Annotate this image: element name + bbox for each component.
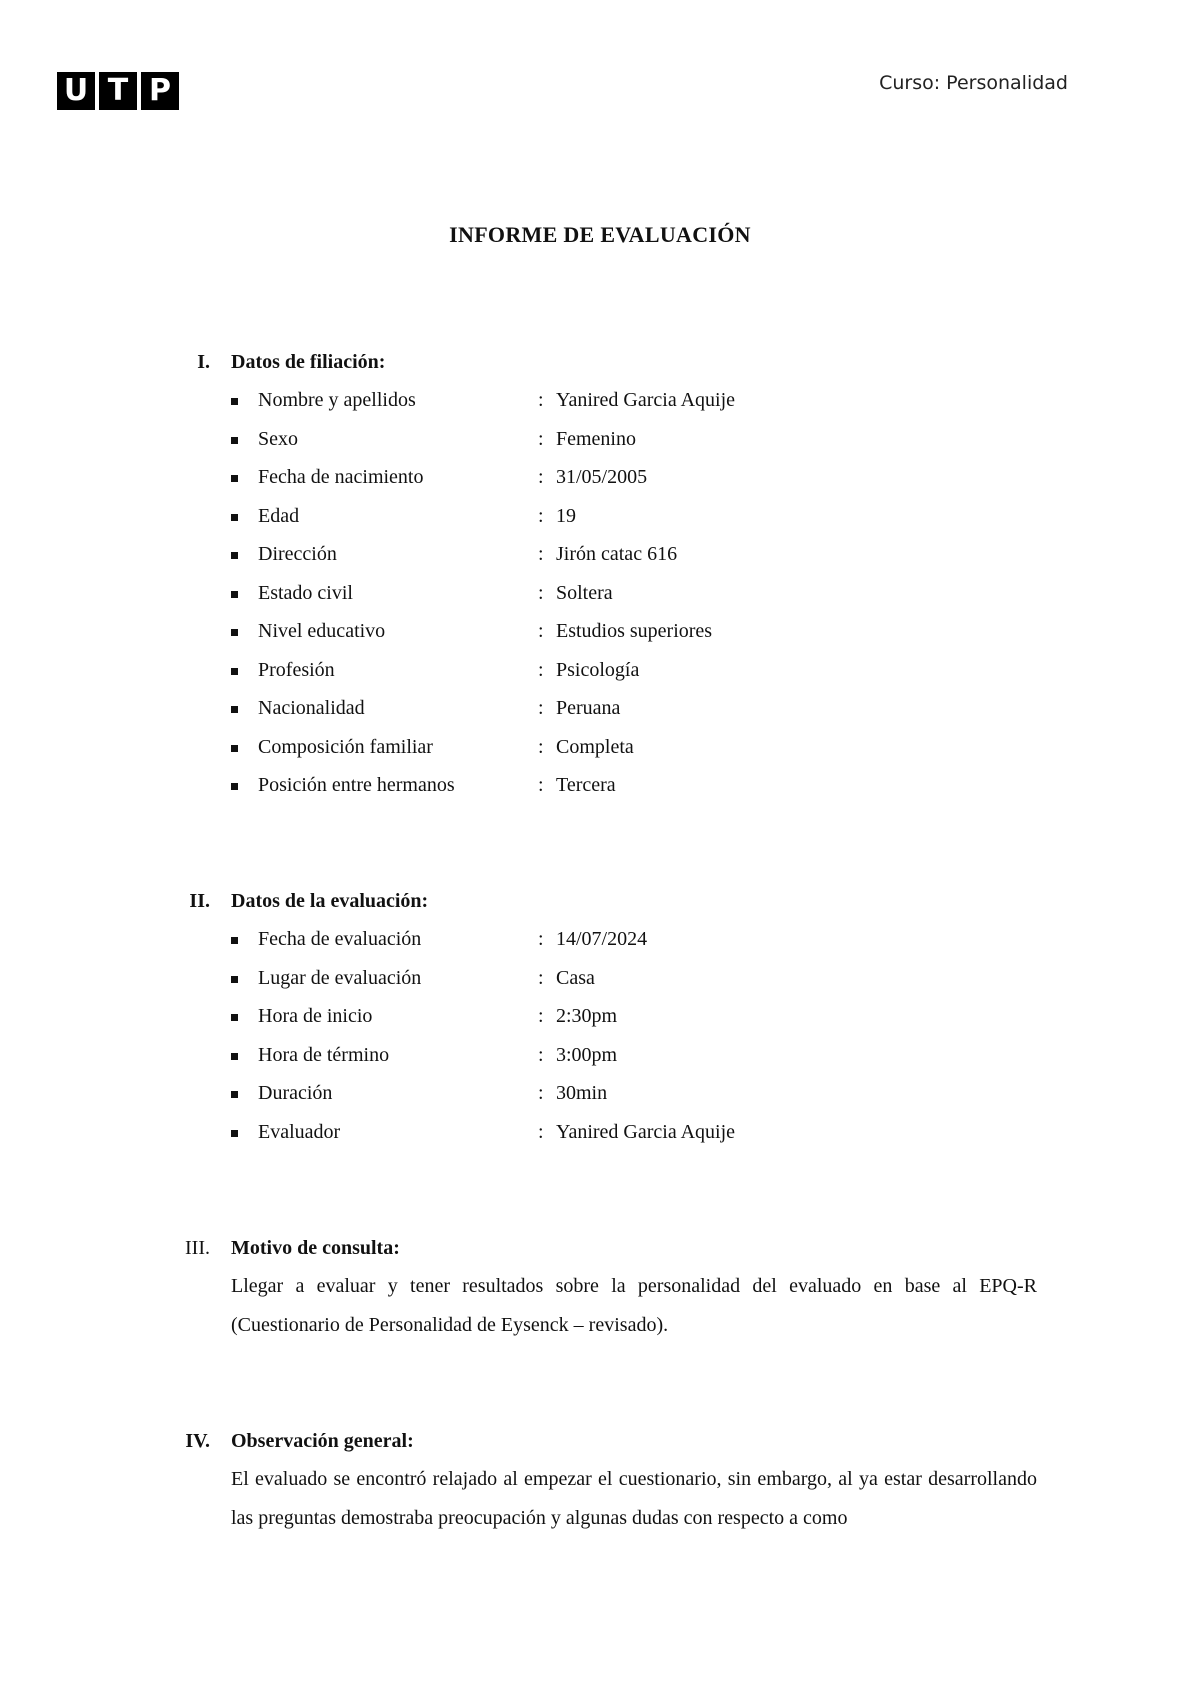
bullet-icon (231, 514, 238, 521)
field-label: Lugar de evaluación (258, 966, 422, 989)
field-colon: : (538, 427, 544, 450)
logo-letter: T (99, 72, 137, 110)
logo-letter: P (141, 72, 179, 110)
section-number: II. (189, 890, 210, 912)
field-value: Soltera (556, 581, 613, 604)
section-number: IV. (185, 1430, 210, 1452)
bullet-icon (231, 1091, 238, 1098)
field-colon: : (538, 543, 544, 565)
field-label: Edad (258, 504, 300, 527)
field-row (0, 959, 1200, 998)
field-colon: : (538, 466, 544, 488)
section-paragraph: El evaluado se encontró relajado al empezar el cuestionario, sin embargo, al ya estar desarrollando las preguntas demostraba preocupación y algunas dudas con respecto a como (231, 1468, 1037, 1529)
field-value: Yanired Garcia Aquije (556, 1120, 736, 1143)
field-label: Sexo (258, 427, 298, 450)
field-colon: : (538, 928, 544, 950)
field-value: Yanired Garcia Aquije (556, 389, 736, 411)
bullet-icon (231, 937, 238, 944)
bullet-icon (231, 552, 238, 559)
field-label: Hora de término (258, 1043, 390, 1066)
field-colon: : (538, 504, 544, 527)
bullet-icon (231, 1130, 238, 1137)
field-row (0, 1074, 1200, 1113)
field-value: 3:00pm (556, 1043, 618, 1066)
field-row (0, 535, 1200, 574)
bullet-icon (231, 745, 238, 752)
bullet-icon (231, 398, 238, 405)
field-label: Nivel educativo (258, 620, 386, 642)
section-title: Observación general: (231, 1430, 414, 1452)
field-colon: : (538, 697, 544, 719)
field-value: Psicología (556, 658, 640, 681)
field-row (0, 997, 1200, 1036)
field-colon: : (538, 1005, 544, 1027)
bullet-icon (231, 437, 238, 444)
field-row (0, 728, 1200, 767)
bullet-icon (231, 706, 238, 713)
field-colon: : (538, 389, 544, 411)
field-label: Estado civil (258, 581, 353, 604)
bullet-icon (231, 668, 238, 675)
field-row (0, 458, 1200, 497)
field-row (0, 420, 1200, 459)
field-row (0, 1036, 1200, 1075)
bullet-icon (231, 591, 238, 598)
section-heading (0, 882, 1200, 920)
field-row (0, 497, 1200, 536)
section-heading (0, 1229, 1200, 1267)
field-colon: : (538, 774, 544, 796)
section-evaluacion (0, 882, 1200, 1151)
field-value: Tercera (556, 774, 616, 796)
field-row (0, 766, 1200, 805)
field-colon: : (538, 581, 544, 604)
field-row (0, 381, 1200, 420)
field-value: 19 (556, 504, 576, 527)
section-filiacion (0, 343, 1200, 805)
field-value: Jirón catac 616 (556, 543, 678, 565)
field-colon: : (538, 735, 544, 758)
section-observacion (0, 1422, 1200, 1537)
utp-logo (57, 72, 179, 110)
section-title: Motivo de consulta: (231, 1237, 400, 1259)
bullet-icon (231, 475, 238, 482)
bullet-icon (231, 976, 238, 983)
bullet-icon (231, 1053, 238, 1060)
field-label: Fecha de nacimiento (258, 466, 424, 488)
field-row (0, 920, 1200, 959)
report-title: INFORME DE EVALUACIÓN (449, 222, 751, 247)
field-value: 30min (556, 1082, 608, 1104)
bullet-icon (231, 783, 238, 790)
section-paragraph: Llegar a evaluar y tener resultados sobre la personalidad del evaluado en base al EPQ-R (Cuestionario de Personalidad de Eysenck – revisado). (231, 1275, 1037, 1336)
field-colon: : (538, 1120, 544, 1143)
logo-letter: U (57, 72, 95, 110)
field-label: Composición familiar (258, 735, 433, 758)
field-row (0, 612, 1200, 651)
section-number: III. (185, 1237, 210, 1259)
section-title: Datos de la evaluación: (231, 890, 429, 912)
field-label: Duración (258, 1082, 333, 1104)
field-colon: : (538, 658, 544, 681)
field-value: 31/05/2005 (556, 466, 648, 488)
field-label: Dirección (258, 543, 337, 565)
field-colon: : (538, 1082, 544, 1104)
section-heading (0, 1422, 1200, 1460)
field-row (0, 1113, 1200, 1152)
field-row (0, 574, 1200, 613)
field-label: Posición entre hermanos (258, 774, 455, 796)
field-colon: : (538, 1043, 544, 1066)
field-label: Nombre y apellidos (258, 389, 416, 411)
field-label: Nacionalidad (258, 697, 365, 719)
field-value: Completa (556, 735, 634, 758)
field-value: Estudios superiores (556, 620, 713, 642)
field-value: Femenino (556, 427, 636, 450)
bullet-icon (231, 629, 238, 636)
bullet-icon (231, 1014, 238, 1021)
field-label: Hora de inicio (258, 1005, 373, 1027)
section-title: Datos de filiación: (231, 351, 386, 373)
field-row (0, 689, 1200, 728)
field-label: Profesión (258, 658, 335, 681)
field-label: Fecha de evaluación (258, 928, 422, 950)
field-colon: : (538, 620, 544, 642)
field-value: 2:30pm (556, 1005, 618, 1027)
section-number: I. (197, 351, 210, 373)
field-value: Peruana (556, 697, 621, 719)
course-label: Curso: Personalidad (879, 72, 1068, 94)
field-row (0, 651, 1200, 690)
field-label: Evaluador (258, 1120, 341, 1143)
field-value: Casa (556, 966, 595, 989)
section-motivo (0, 1229, 1200, 1344)
field-colon: : (538, 966, 544, 989)
section-heading (0, 343, 1200, 381)
field-value: 14/07/2024 (556, 928, 648, 950)
